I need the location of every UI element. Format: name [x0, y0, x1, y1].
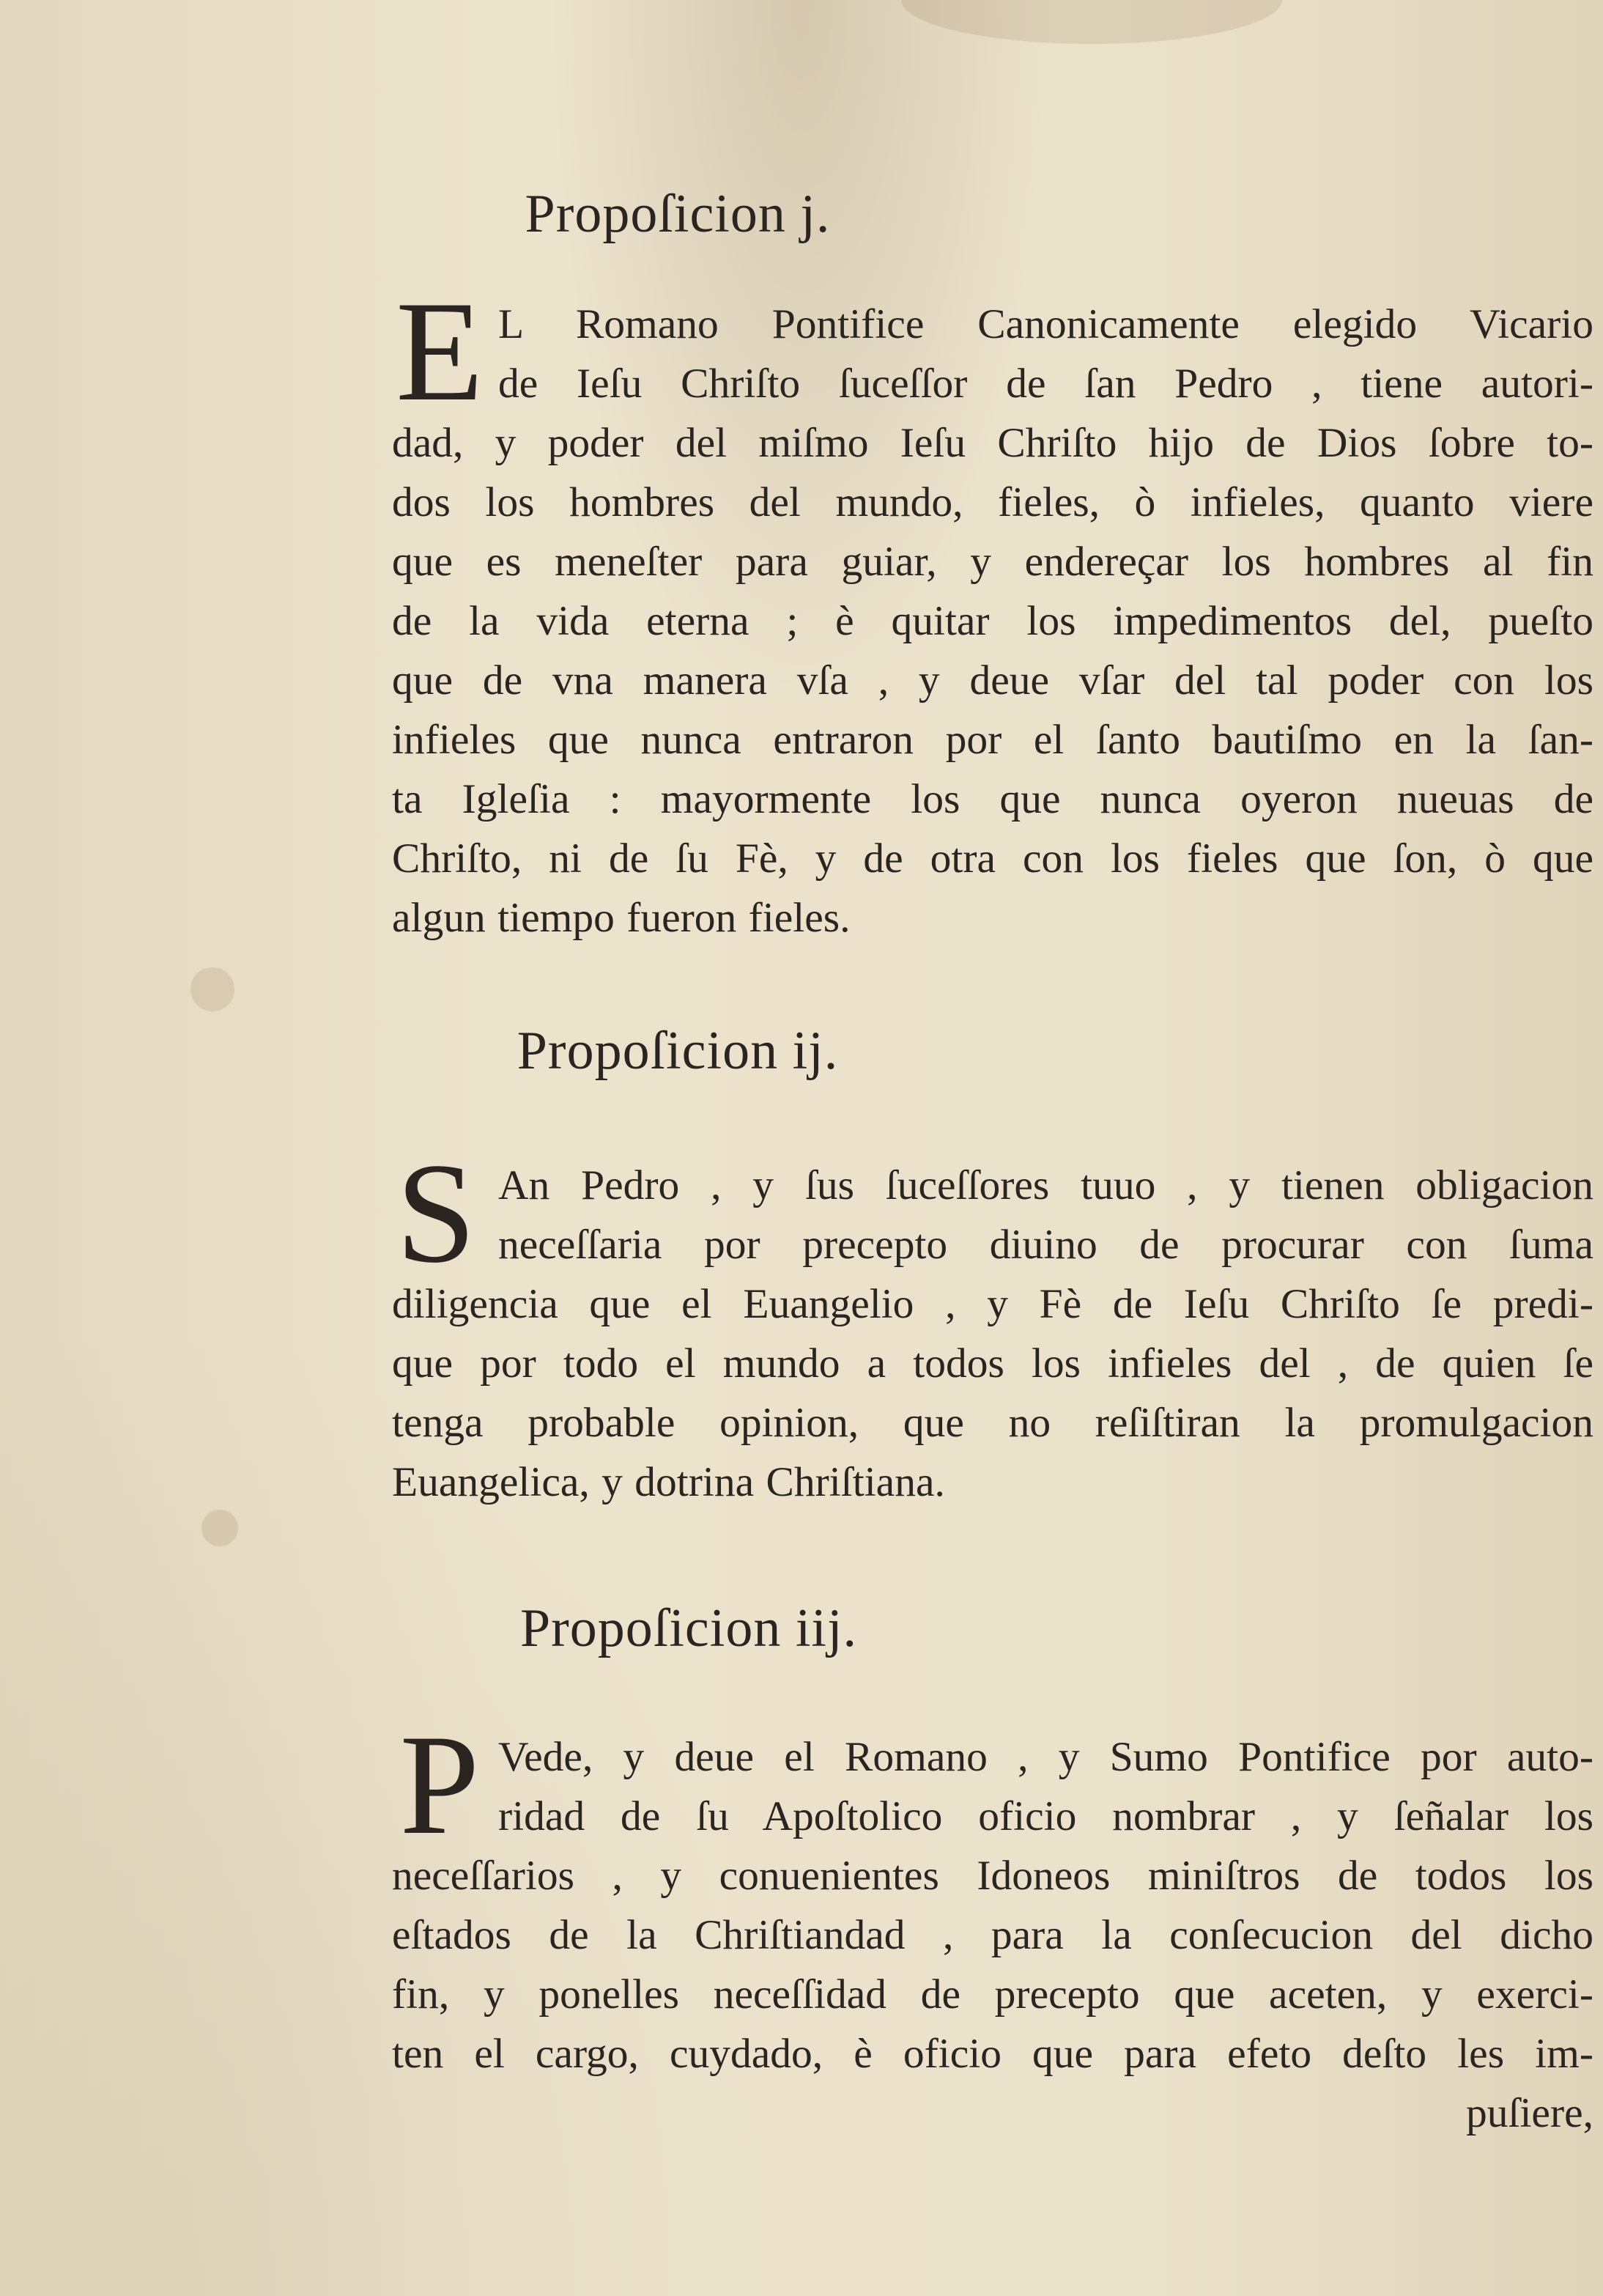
text-line: An Pedro , y ſus ſuceſſores tuuo , y tienen obligacion	[498, 1162, 1593, 1208]
text-line: diligencia que el Euangelio , y Fè de Ieſu Chriſto ſe predi-	[392, 1281, 1593, 1327]
section-paragraph	[392, 1727, 1593, 2143]
text-line: dos los hombres del mundo, fieles, ò infieles, quanto viere	[392, 479, 1593, 525]
text-line: L Romano Pontifice Canonicamente elegido Vicario	[498, 301, 1593, 347]
text-line: ridad de ſu Apoſtolico oficio nombrar , y ſeñalar los	[498, 1793, 1593, 1839]
text-line: Euangelica, y dotrina Chriſtiana.	[392, 1459, 945, 1505]
text-line: algun tiempo fueron fieles.	[392, 895, 851, 941]
section-paragraph	[392, 295, 1593, 948]
paper-stain	[901, 0, 1282, 44]
text-line: que de vna manera vſa , y deue vſar del tal poder con los	[392, 657, 1593, 704]
text-line: que es meneſter para guiar, y endereçar los hombres al fin	[392, 539, 1593, 585]
paper-stain	[201, 1510, 238, 1546]
drop-cap: S	[396, 1134, 476, 1293]
text-line: fin, y ponelles neceſſidad de precepto que aceten, y exerci-	[392, 1971, 1593, 2018]
section-heading: Propoſicion iij.	[520, 1598, 857, 1658]
paper-stain	[190, 967, 234, 1011]
catchword: puſiere,	[1465, 2090, 1593, 2136]
text-line: ten el cargo, cuydado, è oficio que para efeto deſto les im-	[392, 2031, 1593, 2077]
text-line: neceſſarios , y conuenientes Idoneos miniſtros de todos los	[392, 1853, 1593, 1899]
text-line: tenga probable opinion, que no reſiſtiran la promulgacion	[392, 1400, 1593, 1446]
text-line: de la vida eterna ; è quitar los impedimentos del, pueſto	[392, 598, 1593, 644]
section-paragraph	[392, 1156, 1593, 1512]
text-line: Chriſto, ni de ſu Fè, y de otra con los fieles que ſon, ò que	[392, 835, 1593, 882]
text-line: ta Igleſia : mayormente los que nunca oyeron nueuas de	[392, 776, 1593, 822]
text-line: eſtados de la Chriſtiandad , para la conſecucion del dicho	[392, 1912, 1593, 1958]
text-line: que por todo el mundo a todos los infieles del , de quien ſe	[392, 1340, 1593, 1387]
drop-cap: P	[399, 1705, 480, 1864]
drop-cap: E	[396, 272, 484, 431]
section-heading: Propoſicion j.	[525, 184, 831, 244]
text-line: infieles que nunca entraron por el ſanto bautiſmo en la ſan-	[392, 717, 1593, 763]
text-line: Vede, y deue el Romano , y Sumo Pontifice por auto-	[498, 1734, 1593, 1780]
section-heading: Propoſicion ij.	[517, 1021, 839, 1081]
text-line: dad, y poder del miſmo Ieſu Chriſto hijo de Dios ſobre to-	[392, 420, 1593, 466]
text-line: de Ieſu Chriſto ſuceſſor de ſan Pedro , tiene autori-	[498, 361, 1593, 407]
text-line: neceſſaria por precepto diuino de procurar con ſuma	[498, 1222, 1593, 1268]
